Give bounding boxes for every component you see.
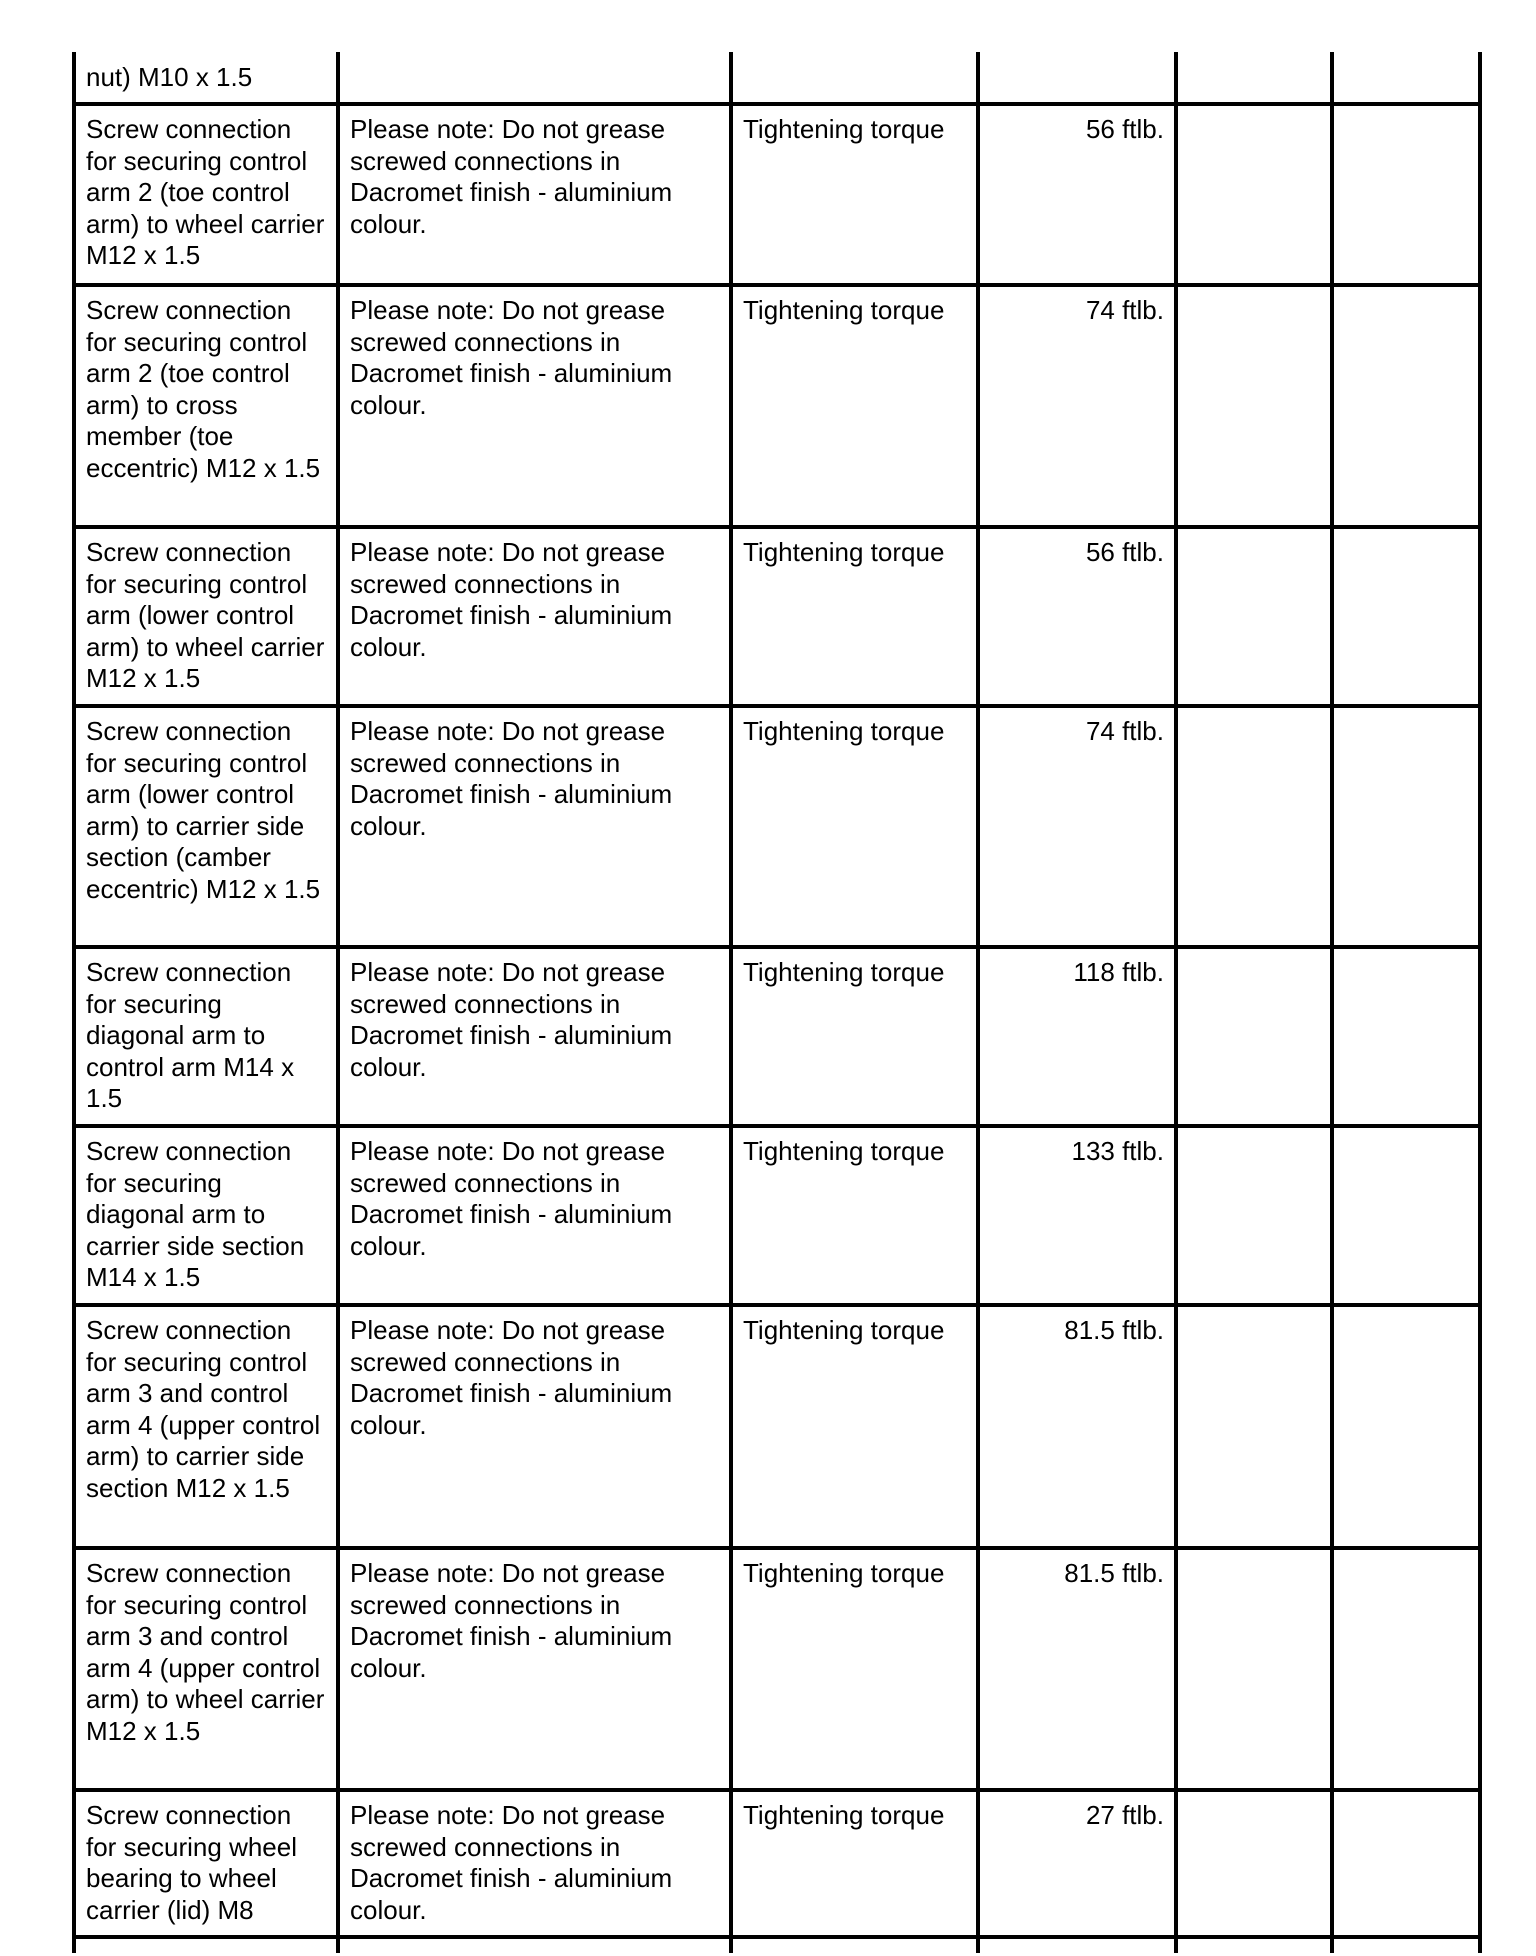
component-cell: Screw connection for securing control arm 3 and control arm 4 (upper control arm) to carrier side section M12 x 1.5 [74, 1305, 338, 1548]
table-row-continuation [74, 52, 1480, 104]
type-cell: Tightening torque [731, 527, 978, 706]
type-cell: Tightening torque [731, 1126, 978, 1305]
component-cell: Screw connection for securing control arm 2 (toe control arm) to cross member (toe eccentric) M12 x 1.5 [74, 285, 338, 527]
table-row [74, 947, 1480, 1126]
blank-cell [1176, 52, 1332, 104]
component-cell: Screw connection for securing diagonal arm to carrier side section M14 x 1.5 [74, 1126, 338, 1305]
component-cell: nut) M10 x 1.5 [74, 52, 338, 104]
blank-cell [1176, 1305, 1332, 1548]
blank-cell [1332, 52, 1480, 104]
type-cell: Tightening torque [731, 285, 978, 527]
blank-cell [1176, 527, 1332, 706]
table-row [74, 285, 1480, 527]
blank-cell [1176, 1548, 1332, 1790]
blank-cell [1176, 1937, 1332, 1953]
table-row [74, 1305, 1480, 1548]
value-cell: 56 ftlb. [978, 104, 1176, 285]
note-cell: Please note: Do not grease screwed connections in Dacromet finish - aluminium colour. [338, 1548, 731, 1790]
type-cell: Tightening torque [731, 104, 978, 285]
value-cell: 81.5 ftlb. [978, 1548, 1176, 1790]
component-cell: Screw connection for securing control arm 3 and control arm 4 (upper control arm) to wheel carrier M12 x 1.5 [74, 1548, 338, 1790]
blank-cell [1332, 1790, 1480, 1937]
blank-cell [1176, 1790, 1332, 1937]
table-row [74, 1126, 1480, 1305]
note-cell: Please note: Do not grease screwed connections in Dacromet finish - aluminium colour. [338, 527, 731, 706]
note-cell: Please note: Do not grease screwed connections in Dacromet finish - aluminium colour. [338, 947, 731, 1126]
note-cell: Please note: Do not grease screwed connections in Dacromet finish - aluminium colour. [338, 706, 731, 947]
value-cell [978, 52, 1176, 104]
type-cell [731, 52, 978, 104]
component-cell: Screw connection for securing wheel bearing to wheel carrier (lid) M8 [74, 1790, 338, 1937]
table-row-tail [74, 1937, 1480, 1953]
type-cell: Tightening torque [731, 1305, 978, 1548]
table-row [74, 706, 1480, 947]
table-row [74, 1790, 1480, 1937]
note-cell [338, 52, 731, 104]
value-cell: 27 ftlb. [978, 1790, 1176, 1937]
type-cell: Tightening torque [731, 1548, 978, 1790]
value-cell: 133 ftlb. [978, 1126, 1176, 1305]
torque-spec-table [72, 52, 1482, 1953]
blank-cell [1332, 706, 1480, 947]
blank-cell [1332, 1126, 1480, 1305]
type-cell: Tightening torque [731, 1790, 978, 1937]
blank-cell [731, 1937, 978, 1953]
component-cell: Screw connection for securing control arm 2 (toe control arm) to wheel carrier M12 x 1.5 [74, 104, 338, 285]
blank-cell [1332, 104, 1480, 285]
value-cell: 74 ftlb. [978, 285, 1176, 527]
component-cell: Screw connection for securing diagonal arm to control arm M14 x 1.5 [74, 947, 338, 1126]
blank-cell [74, 1937, 338, 1953]
blank-cell [1176, 104, 1332, 285]
blank-cell [978, 1937, 1176, 1953]
type-cell: Tightening torque [731, 947, 978, 1126]
value-cell: 74 ftlb. [978, 706, 1176, 947]
note-cell: Please note: Do not grease screwed connections in Dacromet finish - aluminium colour. [338, 1126, 731, 1305]
blank-cell [1176, 947, 1332, 1126]
table-row [74, 104, 1480, 285]
blank-cell [1332, 285, 1480, 527]
blank-cell [1332, 1937, 1480, 1953]
blank-cell [1176, 1126, 1332, 1305]
value-cell: 81.5 ftlb. [978, 1305, 1176, 1548]
blank-cell [1176, 285, 1332, 527]
blank-cell [1332, 527, 1480, 706]
value-cell: 118 ftlb. [978, 947, 1176, 1126]
table-row [74, 527, 1480, 706]
table-row [74, 1548, 1480, 1790]
type-cell: Tightening torque [731, 706, 978, 947]
blank-cell [1332, 947, 1480, 1126]
note-cell: Please note: Do not grease screwed connections in Dacromet finish - aluminium colour. [338, 1790, 731, 1937]
note-cell: Please note: Do not grease screwed connections in Dacromet finish - aluminium colour. [338, 285, 731, 527]
note-cell: Please note: Do not grease screwed connections in Dacromet finish - aluminium colour. [338, 1305, 731, 1548]
blank-cell [1176, 706, 1332, 947]
component-cell: Screw connection for securing control arm (lower control arm) to carrier side section (camber eccentric) M12 x 1.5 [74, 706, 338, 947]
value-cell: 56 ftlb. [978, 527, 1176, 706]
note-cell: Please note: Do not grease screwed connections in Dacromet finish - aluminium colour. [338, 104, 731, 285]
blank-cell [338, 1937, 731, 1953]
component-cell: Screw connection for securing control arm (lower control arm) to wheel carrier M12 x 1.5 [74, 527, 338, 706]
blank-cell [1332, 1548, 1480, 1790]
blank-cell [1332, 1305, 1480, 1548]
